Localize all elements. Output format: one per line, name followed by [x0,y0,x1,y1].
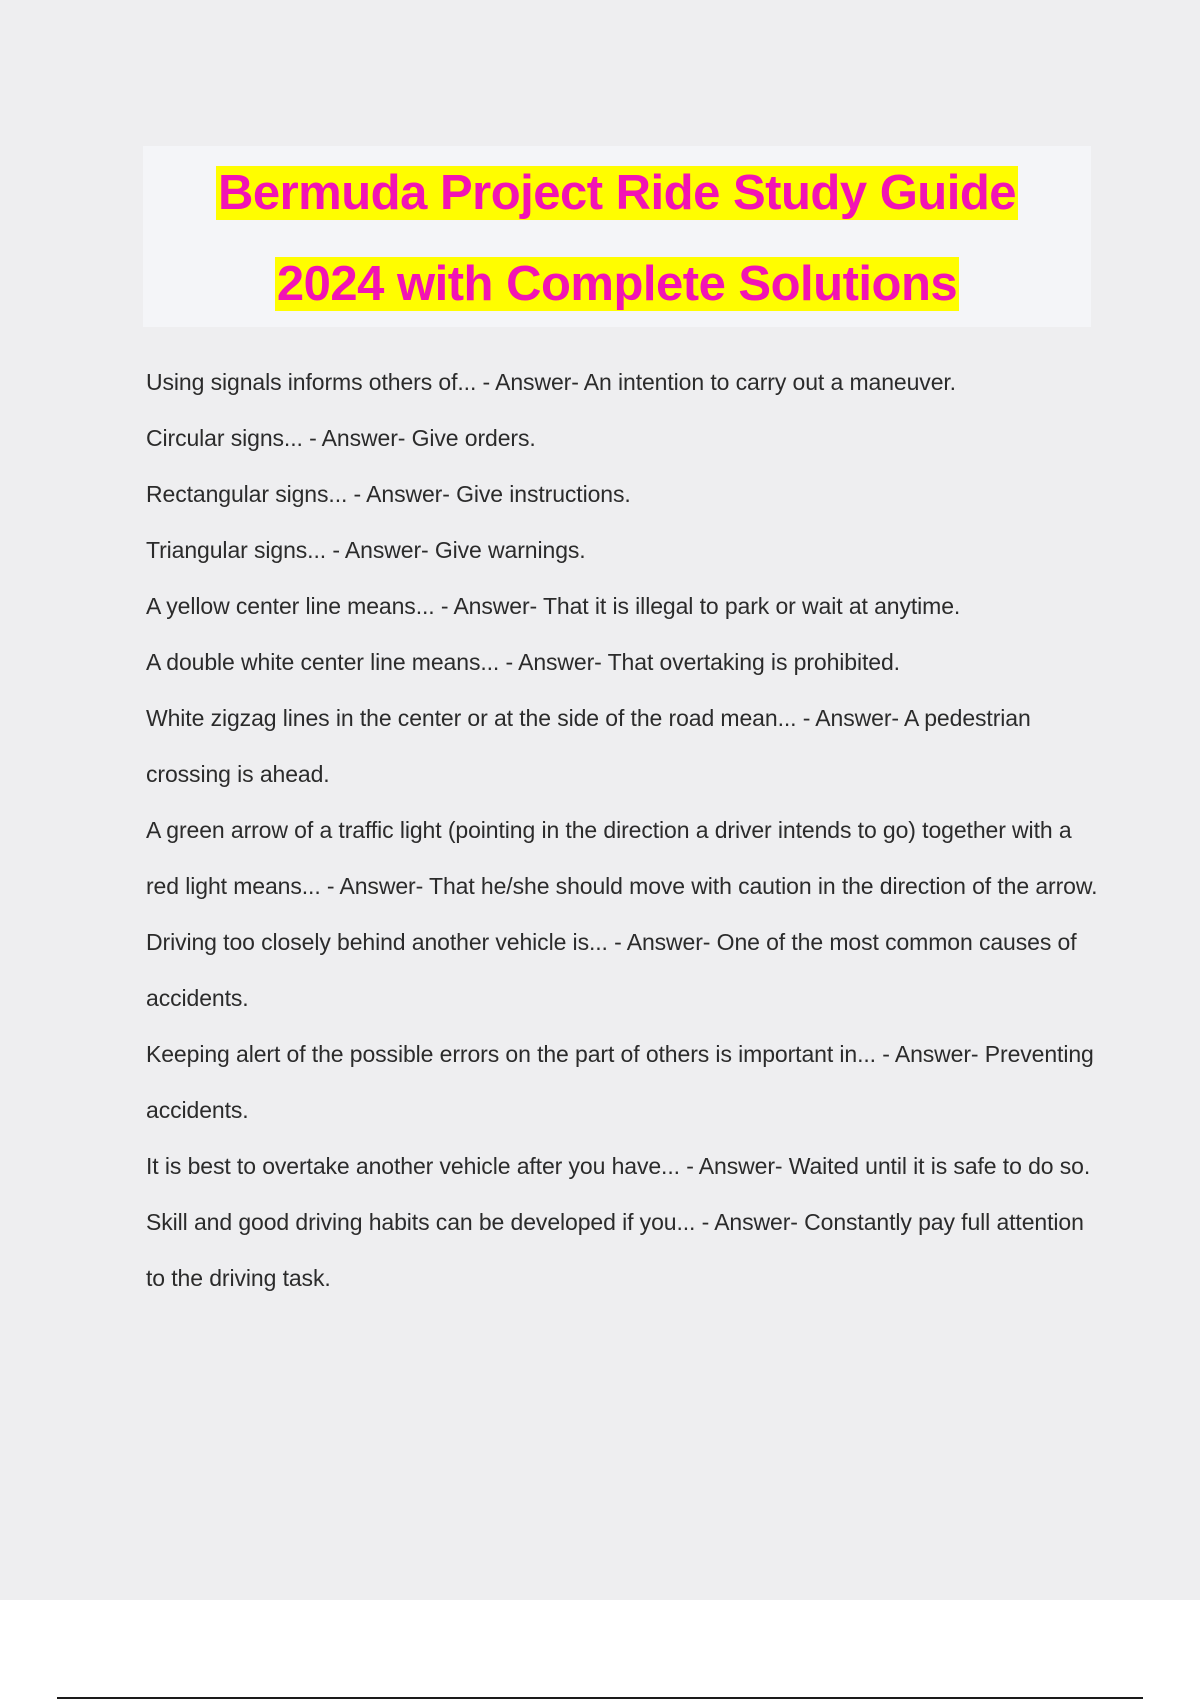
qa-item: Circular signs... - Answer- Give orders. [146,425,536,451]
qa-item: It is best to overtake another vehicle after you have... - Answer- Waited until it is safe to do so. [146,1153,1091,1179]
title-text-2: 2024 with Complete Solutions [276,257,958,311]
qa-item: A double white center line means... - Answer- That overtaking is prohibited. [146,649,900,675]
title-text-1: Bermuda Project Ride Study Guide [217,166,1017,220]
qa-item: Driving too closely behind another vehicle is... - Answer- One of the most common causes of accidents. [146,929,1077,1011]
qa-item: A green arrow of a traffic light (pointing in the direction a driver intends to go) together with a red light means... - Answer- That he/she should move with caution in the direction of the arrow. [146,817,1098,899]
qa-item: A yellow center line means... - Answer- That it is illegal to park or wait at anytime. [146,593,961,619]
qa-item: Skill and good driving habits can be developed if you... - Answer- Constantly pay full attention to the driving task. [146,1209,1084,1291]
title-line-2 [143,239,1091,330]
qa-item: Rectangular signs... - Answer- Give instructions. [146,481,631,507]
footer-divider [57,1697,1143,1699]
qa-item: Keeping alert of the possible errors on the part of others is important in... - Answer- Preventing accidents. [146,1041,1094,1123]
qa-list [146,354,1106,1306]
qa-item: Triangular signs... - Answer- Give warnings. [146,537,586,563]
title-line-1 [143,148,1091,239]
title-block [143,146,1091,327]
qa-item: Using signals informs others of... - Answer- An intention to carry out a maneuver. [146,369,956,395]
qa-item: White zigzag lines in the center or at the side of the road mean... - Answer- A pedestrian crossing is ahead. [146,705,1031,787]
